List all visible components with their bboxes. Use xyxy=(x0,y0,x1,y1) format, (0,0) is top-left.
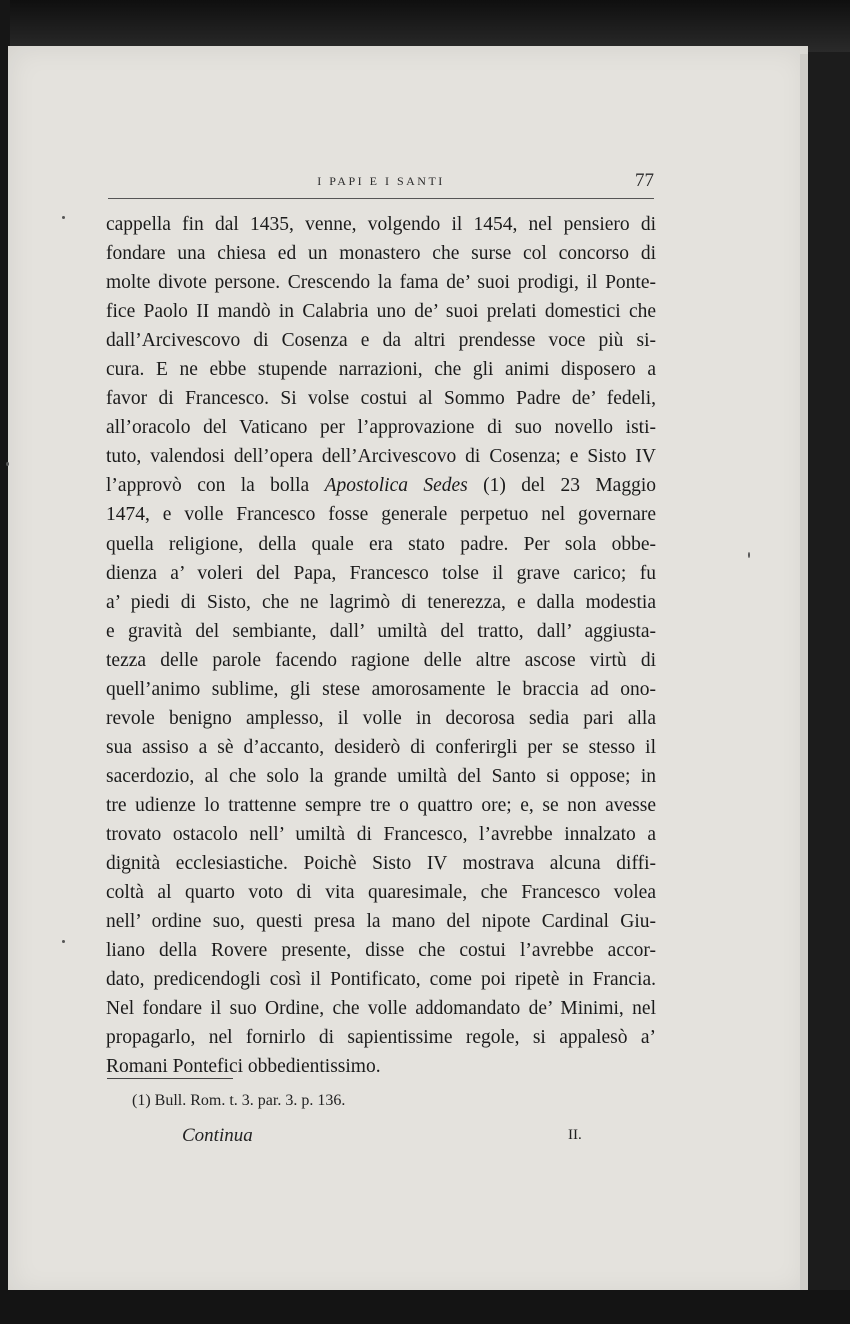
text-line: dignità ecclesiastiche. Poichè Sisto IV mostrava alcuna diffi- xyxy=(106,853,656,875)
bull-title: Apostolica Sedes xyxy=(324,475,468,497)
header-rule xyxy=(108,198,654,199)
line-text-before: l’approvò con la bolla xyxy=(106,475,325,497)
text-line: tuto, valendosi dell’opera dell’Arcivescovo di Cosenza; e Sisto IV xyxy=(106,446,656,468)
text-line: sua assiso a sè d’accanto, desiderò di conferirgli per se stesso il xyxy=(106,736,656,758)
text-line: propagarlo, nel fornirlo di sapientissime regole, si appalesò a’ xyxy=(106,1027,656,1049)
page-number: 77 xyxy=(635,170,654,191)
text-line: dienza a’ voleri del Papa, Francesco tolse il grave carico; fu xyxy=(106,562,656,584)
text-line: sacerdozio, al che solo la grande umiltà del Santo si oppose; in xyxy=(106,765,656,787)
text-line: all’oracolo del Vaticano per l’approvazione di suo novello isti- xyxy=(106,417,656,439)
text-line: tezza delle parole facendo ragione delle altre ascose virtù di xyxy=(106,649,656,671)
text-line-with-bull-title xyxy=(106,471,656,500)
text-line: molte divote persone. Crescendo la fama de’ suoi prodigi, il Ponte- xyxy=(106,272,656,294)
scan-speck xyxy=(62,940,65,943)
scan-speck xyxy=(62,216,65,219)
scan-speck xyxy=(6,462,9,466)
text-line: cura. E ne ebbe stupende narrazioni, che gli animi disposero a xyxy=(106,359,656,381)
text-line: nell’ ordine suo, questi presa la mano del nipote Cardinal Giu- xyxy=(106,911,656,933)
text-line: quella religione, della quale era stato padre. Per sola obbe- xyxy=(106,533,656,555)
footnote: (1) Bull. Rom. t. 3. par. 3. p. 136. xyxy=(132,1092,346,1109)
text-line: a’ piedi di Sisto, che ne lagrimò di tenerezza, e dalla modestia xyxy=(106,591,656,613)
text-line: dall’Arcivescovo di Cosenza e da altri prendesse voce più si- xyxy=(106,330,656,352)
text-line: cappella fin dal 1435, venne, volgendo il 1454, nel pensiero di xyxy=(106,214,656,235)
text-line: favor di Francesco. Si volse costui al Sommo Padre de’ fedeli, xyxy=(106,388,656,410)
scan-border-top xyxy=(0,0,850,52)
body-text xyxy=(106,210,656,1081)
text-line: e gravità del sembiante, dall’ umiltà del tratto, dall’ aggiusta- xyxy=(106,620,656,642)
running-title: I PAPI E I SANTI xyxy=(317,174,445,188)
signature-mark: II. xyxy=(568,1127,582,1143)
text-line: trovato ostacolo nell’ umiltà di Francesco, l’avrebbe innalzato a xyxy=(106,823,656,845)
footnote-rule xyxy=(107,1078,233,1079)
text-line: 1474, e volle Francesco fosse generale perpetuo nel governare xyxy=(106,504,656,526)
text-line: dato, predicendogli così il Pontificato, come poi ripetè in Francia. xyxy=(106,969,656,991)
text-line: tre udienze lo trattenne sempre tre o quattro ore; e, se non avesse xyxy=(106,794,656,816)
continua-label: Continua xyxy=(182,1125,253,1146)
running-head xyxy=(108,170,654,196)
scan-border-bottom xyxy=(0,1290,850,1324)
page-edge xyxy=(800,54,808,1292)
scan-speck xyxy=(748,552,750,558)
text-line: Nel fondare il suo Ordine, che volle addomandato de’ Minimi, nel xyxy=(106,998,656,1020)
text-line: liano della Rovere presente, disse che costui l’avrebbe accor- xyxy=(106,940,656,962)
text-line: fondare una chiesa ed un monastero che surse col concorso di xyxy=(106,243,656,265)
text-line: revole benigno amplesso, il volle in decorosa sedia pari alla xyxy=(106,707,656,729)
text-line: quell’animo sublime, gli stese amorosamente le braccia ad ono- xyxy=(106,678,656,700)
text-line: Romani Pontefici obbedientissimo. xyxy=(106,1056,381,1078)
text-line: coltà al quarto voto di vita quaresimale, che Francesco volea xyxy=(106,882,656,904)
text-line: fice Paolo II mandò in Calabria uno de’ suoi prelati domestici che xyxy=(106,301,656,323)
line-text-after: (1) del 23 Maggio xyxy=(467,475,656,497)
